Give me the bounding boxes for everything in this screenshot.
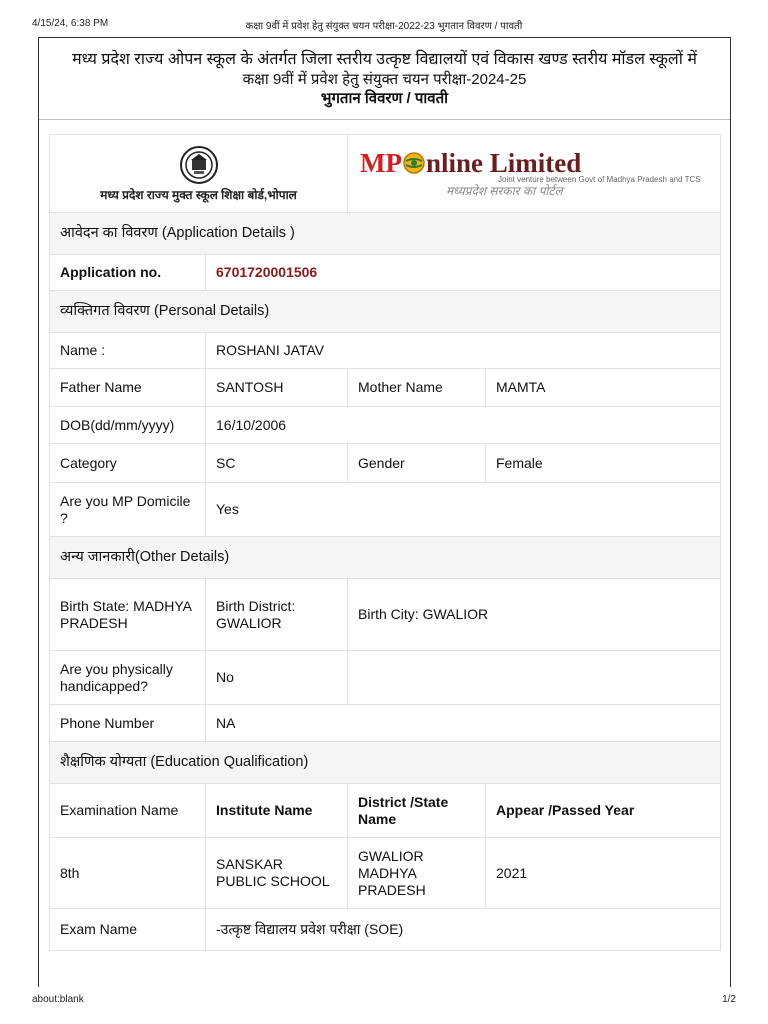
board-logo-cell — [50, 135, 348, 213]
mponline-prefix: MP — [360, 148, 402, 178]
edu-header-district: District /State Name — [348, 784, 486, 838]
banner-line-3: भुगतान विवरण / पावती — [320, 90, 449, 107]
phone-label: Phone Number — [50, 705, 206, 742]
receipt-content — [49, 134, 720, 951]
mponline-logo-cell — [348, 135, 721, 213]
domicile-value: Yes — [206, 483, 721, 537]
handicapped-value: No — [206, 651, 348, 705]
exam-name-label: Exam Name — [50, 909, 206, 951]
dob-label: DOB(dd/mm/yyyy) — [50, 407, 206, 444]
other-details-heading: अन्य जानकारी(Other Details) — [50, 537, 721, 579]
category-label: Category — [50, 444, 206, 483]
edu-year-value: 2021 — [486, 838, 721, 909]
print-datetime: 4/15/24, 6:38 PM — [32, 18, 109, 29]
print-title: कक्षा 9वीं में प्रवेश हेतु संयुक्त चयन परीक्षा-2022-23 भुगतान विवरण / पावती — [245, 21, 523, 32]
father-name-label: Father Name — [50, 369, 206, 407]
mponline-tagline: Joint venture between Govt of Madhya Pradesh and TCS — [498, 175, 701, 184]
receipt-banner — [39, 38, 730, 120]
gender-label: Gender — [348, 444, 486, 483]
birth-city: Birth City: GWALIOR — [348, 579, 721, 651]
board-name: मध्य प्रदेश राज्य मुक्त स्कूल शिक्षा बोर्ड,भोपाल — [100, 188, 297, 202]
edu-exam-value: 8th — [50, 838, 206, 909]
birth-district: Birth District: GWALIOR — [206, 579, 348, 651]
edu-header-institute: Institute Name — [206, 784, 348, 838]
application-details-heading: आवेदन का विवरण (Application Details ) — [50, 213, 721, 255]
print-page-number: 1/2 — [722, 994, 736, 1005]
birth-state: Birth State: MADHYA PRADESH — [50, 579, 206, 651]
details-table — [49, 134, 721, 951]
banner-line-1: मध्य प्रदेश राज्य ओपन स्कूल के अंतर्गत जिला स्तरीय उत्कृष्ट विद्यालयों एवं विकास खण्ड स्तरीय मॉडल स्कूलों में — [72, 51, 697, 68]
edu-header-year: Appear /Passed Year — [486, 784, 721, 838]
domicile-label: Are you MP Domicile ? — [50, 483, 206, 537]
education-heading: शैक्षणिक योग्यता (Education Qualification) — [50, 742, 721, 784]
mponline-globe-icon — [402, 151, 426, 175]
mponline-logo — [358, 149, 710, 198]
name-value: ROSHANI JATAV — [206, 333, 721, 369]
handicapped-label: Are you physically handicapped? — [50, 651, 206, 705]
mother-name-value: MAMTA — [486, 369, 721, 407]
print-footer — [32, 994, 736, 1005]
mother-name-label: Mother Name — [348, 369, 486, 407]
phone-value: NA — [206, 705, 721, 742]
board-logo — [60, 143, 337, 204]
mponline-suffix: nline Limited — [425, 148, 582, 178]
edu-institute-value: SANSKAR PUBLIC SCHOOL — [206, 838, 348, 909]
receipt-page — [38, 37, 731, 987]
edu-district-value: GWALIOR MADHYA PRADESH — [348, 838, 486, 909]
application-no-label: Application no. — [50, 255, 206, 291]
board-emblem-icon — [178, 145, 220, 185]
print-url: about:blank — [32, 994, 84, 1005]
personal-details-heading: व्यक्तिगत विवरण (Personal Details) — [50, 291, 721, 333]
father-name-value: SANTOSH — [206, 369, 348, 407]
gender-value: Female — [486, 444, 721, 483]
banner-line-2: कक्षा 9वीं में प्रवेश हेतु संयुक्त चयन परीक्षा-2024-25 — [242, 71, 527, 88]
application-no-value: 6701720001506 — [206, 255, 721, 291]
print-header — [32, 18, 736, 32]
dob-value: 16/10/2006 — [206, 407, 721, 444]
exam-name-value: -उत्कृष्ट विद्यालय प्रवेश परीक्षा (SOE) — [206, 909, 721, 951]
empty-cell — [348, 651, 721, 705]
name-label: Name : — [50, 333, 206, 369]
edu-header-exam: Examination Name — [50, 784, 206, 838]
mponline-hindi-tagline: मध्यप्रदेश सरकार का पोर्टल — [446, 184, 563, 198]
category-value: SC — [206, 444, 348, 483]
